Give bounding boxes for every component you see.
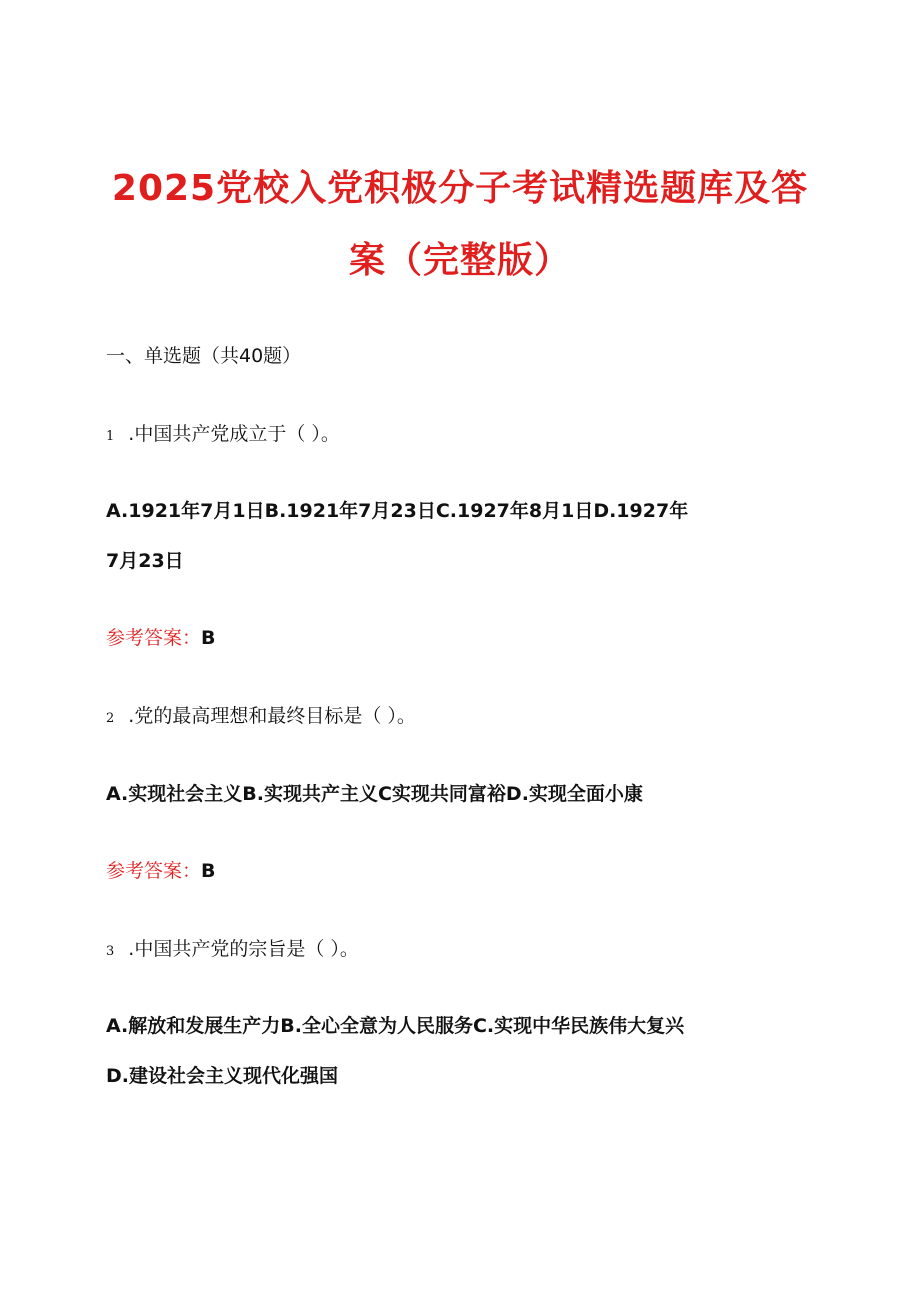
answer-value: B (201, 627, 216, 649)
question-number: 2 (106, 711, 115, 726)
answer-label: 参考答案： (106, 860, 202, 882)
question-1-options-line-2: 7月23日 (106, 550, 184, 572)
question-number: 1 (106, 429, 115, 444)
question-2-answer (106, 856, 216, 883)
section-heading: 一、单选题（共40题） (106, 345, 302, 367)
document-title-line-1: 2025党校入党积极分子考试精选题库及答 (111, 168, 809, 209)
answer-label: 参考答案： (106, 627, 202, 649)
question-stem: .党的最高理想和最终目标是（ ）。 (128, 705, 416, 727)
question-3-options-line-2: D.建设社会主义现代化强国 (106, 1065, 338, 1087)
question-3 (106, 934, 359, 961)
question-2-options-line-1: A.实现社会主义B.实现共产主义C实现共同富裕D.实现全面小康 (106, 783, 643, 805)
question-1-answer (106, 623, 216, 650)
question-1-options-line-1: A.1921年7月1日B.1921年7月23日C.1927年8月1日D.1927年 (106, 500, 689, 522)
question-2 (106, 701, 416, 728)
question-stem: .中国共产党的宗旨是（ ）。 (128, 938, 359, 960)
question-1 (106, 419, 340, 446)
question-3-options-line-1: A.解放和发展生产力B.全心全意为人民服务C.实现中华民族伟大复兴 (106, 1015, 685, 1037)
document-title-line-2: 案（完整版） (348, 240, 571, 281)
answer-value: B (201, 860, 216, 882)
question-number: 3 (106, 944, 115, 959)
question-stem: .中国共产党成立于（ ）。 (128, 423, 340, 445)
